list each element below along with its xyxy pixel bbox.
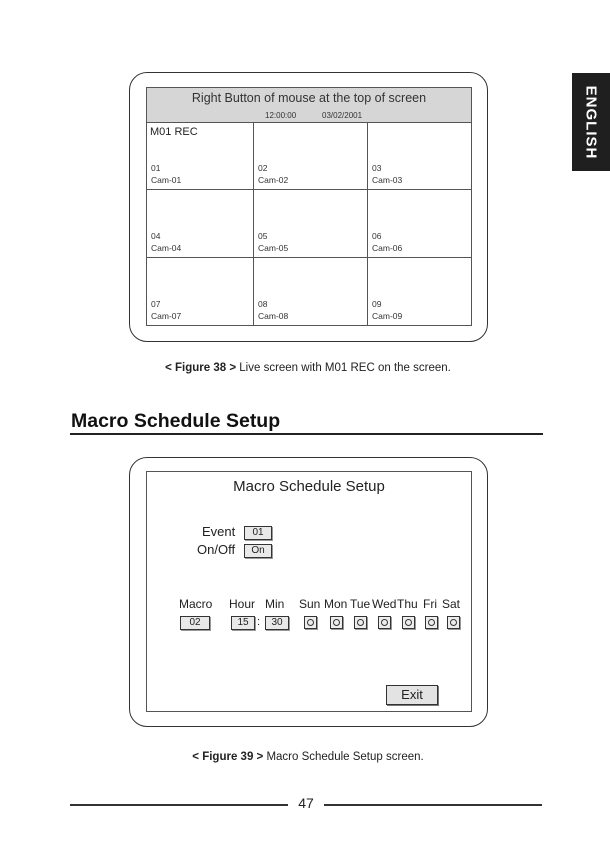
- circle-icon: [450, 619, 457, 626]
- figure-39-frame: [129, 457, 488, 727]
- circle-icon: [307, 619, 314, 626]
- macro-rec-label: M01 REC: [150, 126, 198, 138]
- day-label-sat: Sat: [442, 597, 461, 611]
- figure-38-caption: [3, 362, 610, 374]
- macro-label: Macro: [179, 597, 213, 611]
- live-screen-header[interactable]: [147, 88, 471, 123]
- camera-name: Cam-07: [151, 311, 182, 321]
- camera-name: Cam-08: [258, 311, 289, 321]
- camera-cell[interactable]: [254, 258, 368, 325]
- day-label-thu: Thu: [397, 597, 418, 611]
- camera-cell[interactable]: [147, 123, 254, 190]
- min-label: Min: [265, 597, 285, 611]
- page-number: 47: [298, 795, 314, 811]
- event-field[interactable]: 01: [244, 526, 272, 540]
- language-tab-label: ENGLISH: [582, 85, 600, 159]
- camera-cell[interactable]: [368, 123, 471, 190]
- day-label-wed: Wed: [372, 597, 397, 611]
- camera-name: Cam-05: [258, 243, 289, 253]
- camera-number: 08: [258, 299, 268, 309]
- day-label-sun: Sun: [299, 597, 321, 611]
- onoff-label: On/Off: [197, 542, 236, 557]
- figure-39-caption-text: Macro Schedule Setup screen.: [263, 751, 424, 763]
- camera-name: Cam-01: [151, 175, 182, 185]
- checkbox-mon[interactable]: [330, 616, 343, 629]
- camera-name: Cam-09: [372, 311, 403, 321]
- figure-39-caption: [3, 751, 610, 763]
- camera-cell[interactable]: [368, 258, 471, 325]
- checkbox-sat[interactable]: [447, 616, 460, 629]
- figure-39-caption-label: < Figure 39 >: [192, 751, 264, 763]
- camera-number: 05: [258, 231, 268, 241]
- time-separator: :: [257, 616, 261, 628]
- camera-cell[interactable]: [147, 258, 254, 325]
- live-screen: [146, 87, 472, 326]
- camera-name: Cam-03: [372, 175, 403, 185]
- screen-title: Macro Schedule Setup: [233, 478, 385, 495]
- header-time: 12:00:00: [265, 111, 297, 120]
- section-title: Macro Schedule Setup: [71, 410, 281, 432]
- hour-label: Hour: [229, 597, 256, 611]
- circle-icon: [428, 619, 435, 626]
- camera-number: 02: [258, 163, 268, 173]
- macro-field[interactable]: 02: [180, 616, 210, 630]
- camera-cell[interactable]: [254, 123, 368, 190]
- camera-number: 07: [151, 299, 161, 309]
- section-divider: [70, 433, 543, 435]
- camera-number: 03: [372, 163, 382, 173]
- figure-38-caption-text: Live screen with M01 REC on the screen.: [236, 362, 451, 374]
- event-label: Event: [202, 524, 236, 539]
- circle-icon: [357, 619, 364, 626]
- footer-rule-left: [70, 804, 288, 806]
- camera-number: 01: [151, 163, 161, 173]
- camera-cell[interactable]: [368, 190, 471, 258]
- camera-cell[interactable]: [147, 190, 254, 258]
- checkbox-thu[interactable]: [402, 616, 415, 629]
- checkbox-tue[interactable]: [354, 616, 367, 629]
- exit-button[interactable]: Exit: [386, 685, 438, 705]
- camera-name: Cam-02: [258, 175, 289, 185]
- day-label-fri: Fri: [423, 597, 437, 611]
- checkbox-fri[interactable]: [425, 616, 438, 629]
- figure-38-caption-label: < Figure 38 >: [165, 362, 237, 374]
- circle-icon: [333, 619, 340, 626]
- header-date: 03/02/2001: [322, 111, 363, 120]
- camera-name: Cam-04: [151, 243, 182, 253]
- checkbox-sun[interactable]: [304, 616, 317, 629]
- camera-number: 09: [372, 299, 382, 309]
- figure-38-frame: [129, 72, 488, 342]
- camera-number: 06: [372, 231, 382, 241]
- camera-number: 04: [151, 231, 161, 241]
- header-title: Right Button of mouse at the top of screen: [191, 91, 427, 105]
- day-label-mon: Mon: [324, 597, 348, 611]
- language-tab: [572, 73, 610, 171]
- camera-name: Cam-06: [372, 243, 403, 253]
- camera-cell[interactable]: [254, 190, 368, 258]
- circle-icon: [405, 619, 412, 626]
- camera-grid: [147, 123, 471, 325]
- min-field[interactable]: 30: [265, 616, 289, 630]
- day-label-tue: Tue: [350, 597, 371, 611]
- footer-rule-right: [324, 804, 542, 806]
- onoff-field[interactable]: On: [244, 544, 272, 558]
- hour-field[interactable]: 15: [231, 616, 255, 630]
- circle-icon: [381, 619, 388, 626]
- macro-schedule-screen: [146, 471, 472, 712]
- checkbox-wed[interactable]: [378, 616, 391, 629]
